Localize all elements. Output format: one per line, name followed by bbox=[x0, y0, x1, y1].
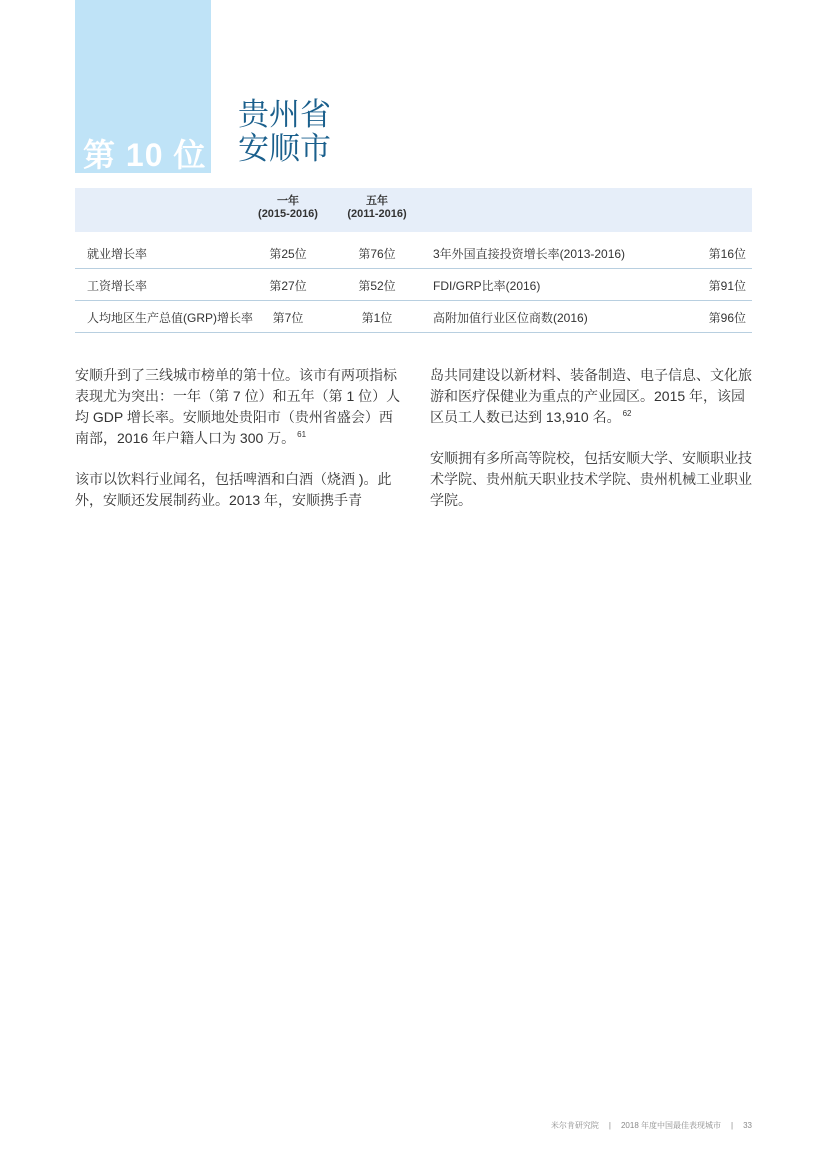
metric2-label: FDI/GRP比率(2016) bbox=[433, 279, 541, 293]
five-year-rank: 第52位 bbox=[358, 279, 396, 293]
paragraph: 岛共同建设以新材料、装备制造、电子信息、文化旅游和医疗保健业为重点的产业园区。2015 年，该园区员工人数已达到 13,910 名。 $^{62}$ bbox=[430, 367, 752, 425]
five-year-rank: 第1位 bbox=[361, 311, 393, 325]
one-year-rank: 第27位 bbox=[269, 279, 307, 293]
col-head-one-year: 一年 (2015-2016) bbox=[258, 195, 318, 220]
city-title bbox=[238, 98, 331, 166]
footer-report: 2018 年度中国最佳表现城市 bbox=[620, 1121, 722, 1130]
paragraph: 该市以饮料行业闻名，包括啤酒和白酒（烧酒 )。此外，安顺还发展制药业。2013 年，安顺携手青 bbox=[75, 471, 392, 508]
metric-label: 人均地区生产总值(GRP)增长率 bbox=[87, 311, 253, 325]
footnote-ref: 61 bbox=[297, 430, 307, 439]
metric2-rank: 第91位 bbox=[708, 279, 746, 293]
footer-separator: | bbox=[608, 1121, 611, 1130]
five-year-rank: 第76位 bbox=[358, 247, 396, 261]
metric-label: 工资增长率 bbox=[87, 279, 148, 293]
province-name: 贵州省 bbox=[238, 97, 331, 132]
col-head-five-year: 五年 (2011-2016) bbox=[347, 195, 407, 220]
rank-label: 第 10 位 bbox=[83, 137, 207, 173]
paragraph: 安顺拥有多所高等院校，包括安顺大学、安顺职业技术学院、贵州航天职业技术学院、贵州机械工业职业学院。 bbox=[430, 450, 752, 508]
one-year-rank: 第7位 bbox=[272, 311, 304, 325]
table-row bbox=[75, 236, 752, 269]
page-number: 33 bbox=[743, 1121, 752, 1130]
metric-label: 就业增长率 bbox=[87, 247, 148, 261]
table-row bbox=[75, 268, 752, 301]
footer-institute: 米尔肯研究院 bbox=[550, 1121, 599, 1130]
metric2-label: 3年外国直接投资增长率(2013-2016) bbox=[433, 247, 626, 261]
metric2-label: 高附加值行业区位商数(2016) bbox=[433, 311, 588, 325]
body-column-left bbox=[75, 365, 402, 531]
table-row bbox=[75, 300, 752, 333]
city-name: 安顺市 bbox=[238, 131, 331, 166]
footnote-ref: 62 bbox=[622, 409, 632, 418]
paragraph: 安顺升到了三线城市榜单的第十位。该市有两项指标表现尤为突出：一年（第 7 位）和五年（第 1 位）人均 GDP 增长率。安顺地处贵阳市（贵州省盛会）西南部，2016 年户籍人口为 300 万。 $^{61}$ bbox=[75, 367, 401, 446]
table-header bbox=[75, 188, 752, 232]
one-year-rank: 第25位 bbox=[269, 247, 307, 261]
metric2-rank: 第16位 bbox=[708, 247, 746, 261]
metric2-rank: 第96位 bbox=[708, 311, 746, 325]
footer-separator: | bbox=[731, 1121, 734, 1130]
page-footer bbox=[551, 1120, 752, 1131]
body-column-right bbox=[430, 365, 757, 531]
